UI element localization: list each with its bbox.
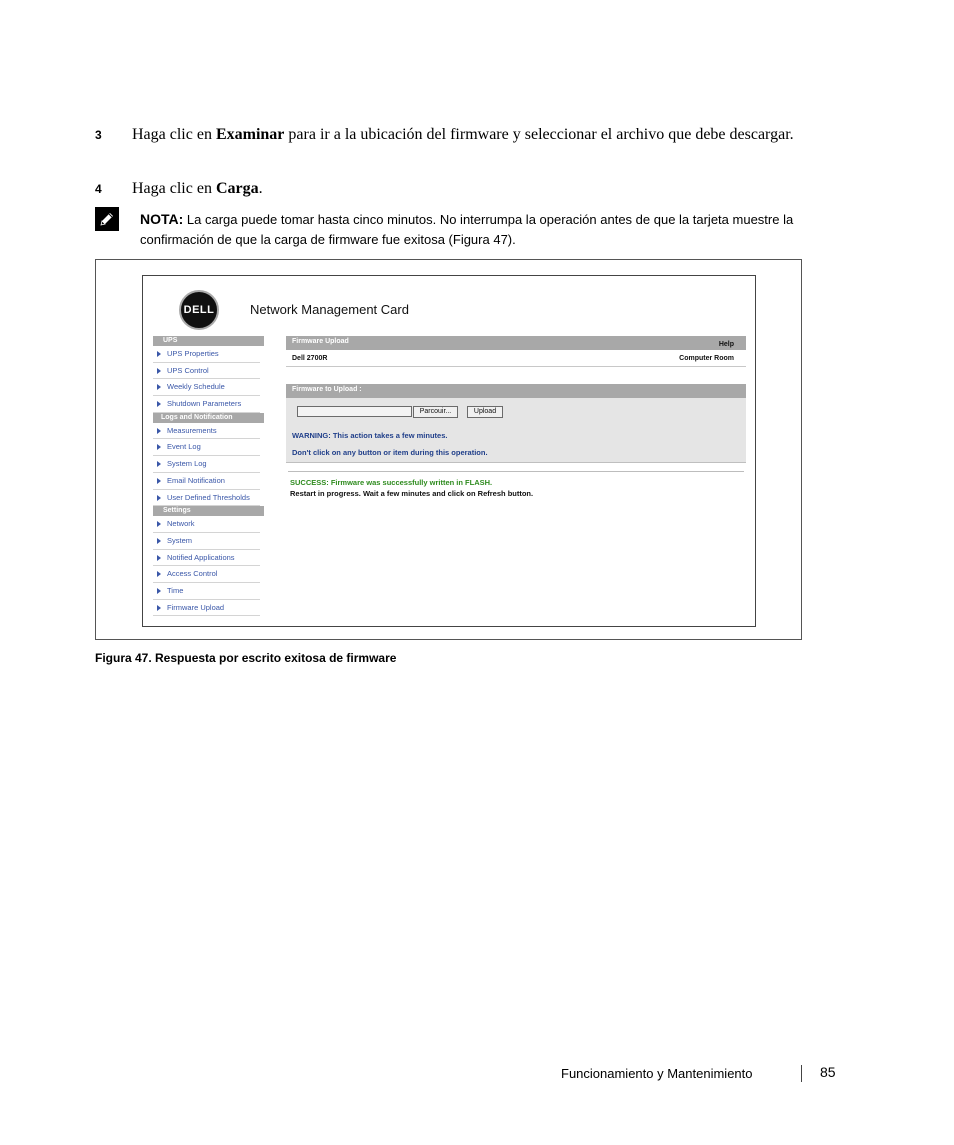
sidebar-item-firmware-upload[interactable]: Firmware Upload [153, 600, 260, 617]
step-number: 3 [95, 128, 102, 142]
sidebar [153, 336, 264, 616]
arrow-right-icon [157, 495, 161, 501]
arrow-right-icon [157, 384, 161, 390]
arrow-right-icon [157, 588, 161, 594]
arrow-right-icon [157, 401, 161, 407]
sidebar-header-logs: Logs and Notification [153, 413, 264, 423]
sidebar-item-access-control[interactable]: Access Control [153, 566, 260, 583]
sidebar-item-user-defined-thresholds[interactable]: User Defined Thresholds [153, 490, 260, 507]
arrow-right-icon [157, 605, 161, 611]
sidebar-item-measurements[interactable]: Measurements [153, 423, 260, 440]
upload-section-bar [286, 384, 746, 398]
sidebar-item-ups-properties[interactable]: UPS Properties [153, 346, 260, 363]
figure-caption: Figura 47. Respuesta por escrito exitosa de firmware [95, 651, 397, 665]
browse-button[interactable]: Parcouir... [413, 406, 458, 418]
arrow-right-icon [157, 571, 161, 577]
device-info-row [286, 350, 746, 367]
sidebar-header-settings: Settings [153, 506, 264, 516]
step-number: 4 [95, 182, 102, 196]
device-location: Computer Room [679, 355, 734, 362]
arrow-right-icon [157, 478, 161, 484]
arrow-right-icon [157, 538, 161, 544]
arrow-right-icon [157, 444, 161, 450]
sidebar-item-shutdown-parameters[interactable]: Shutdown Parameters [153, 396, 260, 413]
app-title: Network Management Card [250, 302, 409, 317]
upload-button[interactable]: Upload [467, 406, 503, 418]
warning-text-1: WARNING: This action takes a few minutes. [292, 431, 448, 440]
warning-text-2: Don't click on any button or item during this operation. [292, 448, 488, 457]
upload-section-title: Firmware to Upload : [292, 386, 362, 393]
arrow-right-icon [157, 461, 161, 467]
page-title: Firmware Upload [292, 338, 349, 345]
step-text: Haga clic en Carga. [132, 180, 263, 197]
arrow-right-icon [157, 521, 161, 527]
step-text: Haga clic en Examinar para ir a la ubicación del firmware y seleccionar el archivo que debe descargar. [132, 126, 794, 143]
arrow-right-icon [157, 428, 161, 434]
success-message: SUCCESS: Firmware was successfully written in FLASH. [290, 478, 493, 487]
dell-logo: DELL [179, 290, 219, 330]
file-path-input[interactable] [297, 406, 412, 417]
sidebar-item-email-notification[interactable]: Email Notification [153, 473, 260, 490]
divider [288, 471, 744, 472]
note-text: NOTA: La carga puede tomar hasta cinco minutos. No interrumpa la operación antes de que la tarjeta muestre la confirmación de que la carga de firmware fue exitosa (Figura 47). [140, 211, 794, 247]
sidebar-item-notified-applications[interactable]: Notified Applications [153, 550, 260, 567]
sidebar-item-weekly-schedule[interactable]: Weekly Schedule [153, 379, 260, 396]
sidebar-item-time[interactable]: Time [153, 583, 260, 600]
footer-section-title: Funcionamiento y Mantenimiento [561, 1066, 753, 1081]
sidebar-item-ups-control[interactable]: UPS Control [153, 363, 260, 380]
nmc-screenshot [142, 275, 756, 627]
footer-divider [801, 1065, 802, 1082]
pencil-note-icon [95, 207, 119, 231]
arrow-right-icon [157, 368, 161, 374]
sidebar-header-ups: UPS [153, 336, 264, 346]
upload-box [286, 398, 746, 463]
help-link[interactable]: Help [718, 341, 734, 348]
sidebar-item-system-log[interactable]: System Log [153, 456, 260, 473]
arrow-right-icon [157, 555, 161, 561]
page-header-bar [286, 336, 746, 350]
device-model: Dell 2700R [292, 355, 328, 362]
sidebar-item-system[interactable]: System [153, 533, 260, 550]
page-number: 85 [820, 1064, 836, 1080]
main-panel [286, 336, 746, 498]
sidebar-item-network[interactable]: Network [153, 516, 260, 533]
sidebar-item-event-log[interactable]: Event Log [153, 439, 260, 456]
restart-message: Restart in progress. Wait a few minutes and click on Refresh button. [290, 489, 534, 498]
arrow-right-icon [157, 351, 161, 357]
